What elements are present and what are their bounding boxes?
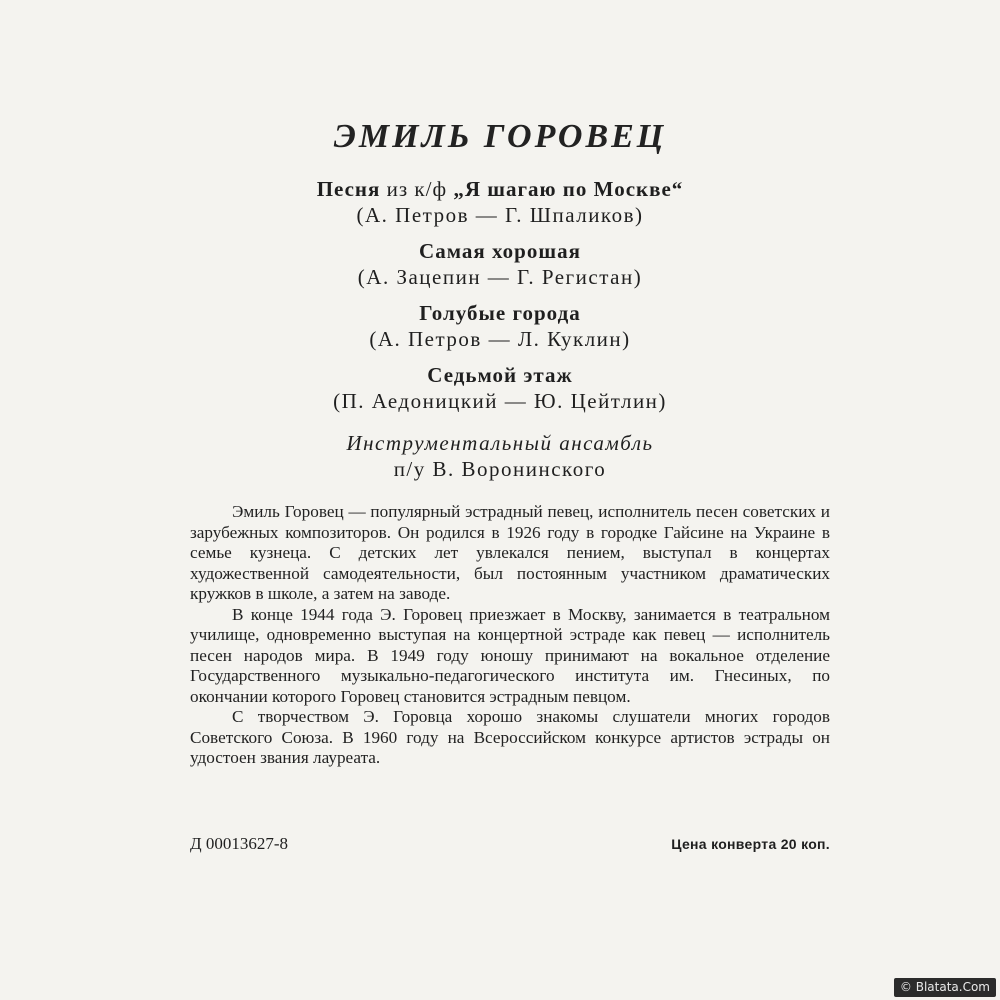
sleeve-price: Цена конверта 20 коп. [671, 836, 830, 852]
ensemble-name: Инструментальный ансамбль [346, 431, 654, 455]
track-credits: (А. Зацепин — Г. Регистан) [357, 265, 643, 289]
ensemble-block [0, 430, 1000, 482]
track-item [0, 300, 1000, 352]
track-credits: (А. Петров — Г. Шпаликов) [356, 203, 644, 227]
track-title-mid: из к/ф [380, 177, 454, 201]
track-item [0, 238, 1000, 290]
bio-paragraph: С творчеством Э. Горовца хорошо знакомы слушатели многих городов Советского Союза. В 1960 году на Всероссийском конкурсе артистов эстрады он удостоен звания лауреата. [190, 707, 830, 767]
track-title: Голубые города [419, 301, 581, 325]
bio-paragraph: В конце 1944 года Э. Горовец приезжает в Москву, занимается в театральном училище, одновременно выступая на концертной эстраде как певец — исполнитель песен народов мира. В 1949 году юношу принимают на вокальное отделение Государственного музыкально-педагогического института им. Гнесиных, по окончании которого Горовец становится эстрадным певцом. [190, 604, 830, 706]
track-list [0, 176, 1000, 424]
track-item [0, 176, 1000, 228]
track-item [0, 362, 1000, 414]
track-credits: (П. Аедоницкий — Ю. Цейтлин) [333, 389, 667, 413]
track-credits: (А. Петров — Л. Куклин) [369, 327, 631, 351]
biography [190, 502, 830, 769]
catalog-number: Д 00013627-8 [190, 834, 289, 853]
track-title-prefix: Песня [316, 177, 381, 201]
bio-paragraph: Эмиль Горовец — популярный эстрадный певец, исполнитель песен советских и зарубежных композиторов. Он родился в 1926 году в городке Гайсине на Украине в семье кузнеца. С детских лет увлекался пением, выступал в концертах художественной самодеятельности, был постоянным участником драматических кружков в школе, а затем на заводе. [190, 502, 830, 603]
track-title-main: „Я шагаю по Москве“ [453, 177, 684, 201]
track-title: Самая хорошая [419, 239, 581, 263]
track-title [0, 176, 1000, 202]
watermark: © Blatata.Com [894, 978, 996, 997]
artist-name: ЭМИЛЬ ГОРОВЕЦ [333, 118, 667, 155]
ensemble-leader: п/у В. Воронинского [393, 457, 607, 481]
track-title: Седьмой этаж [427, 363, 573, 387]
